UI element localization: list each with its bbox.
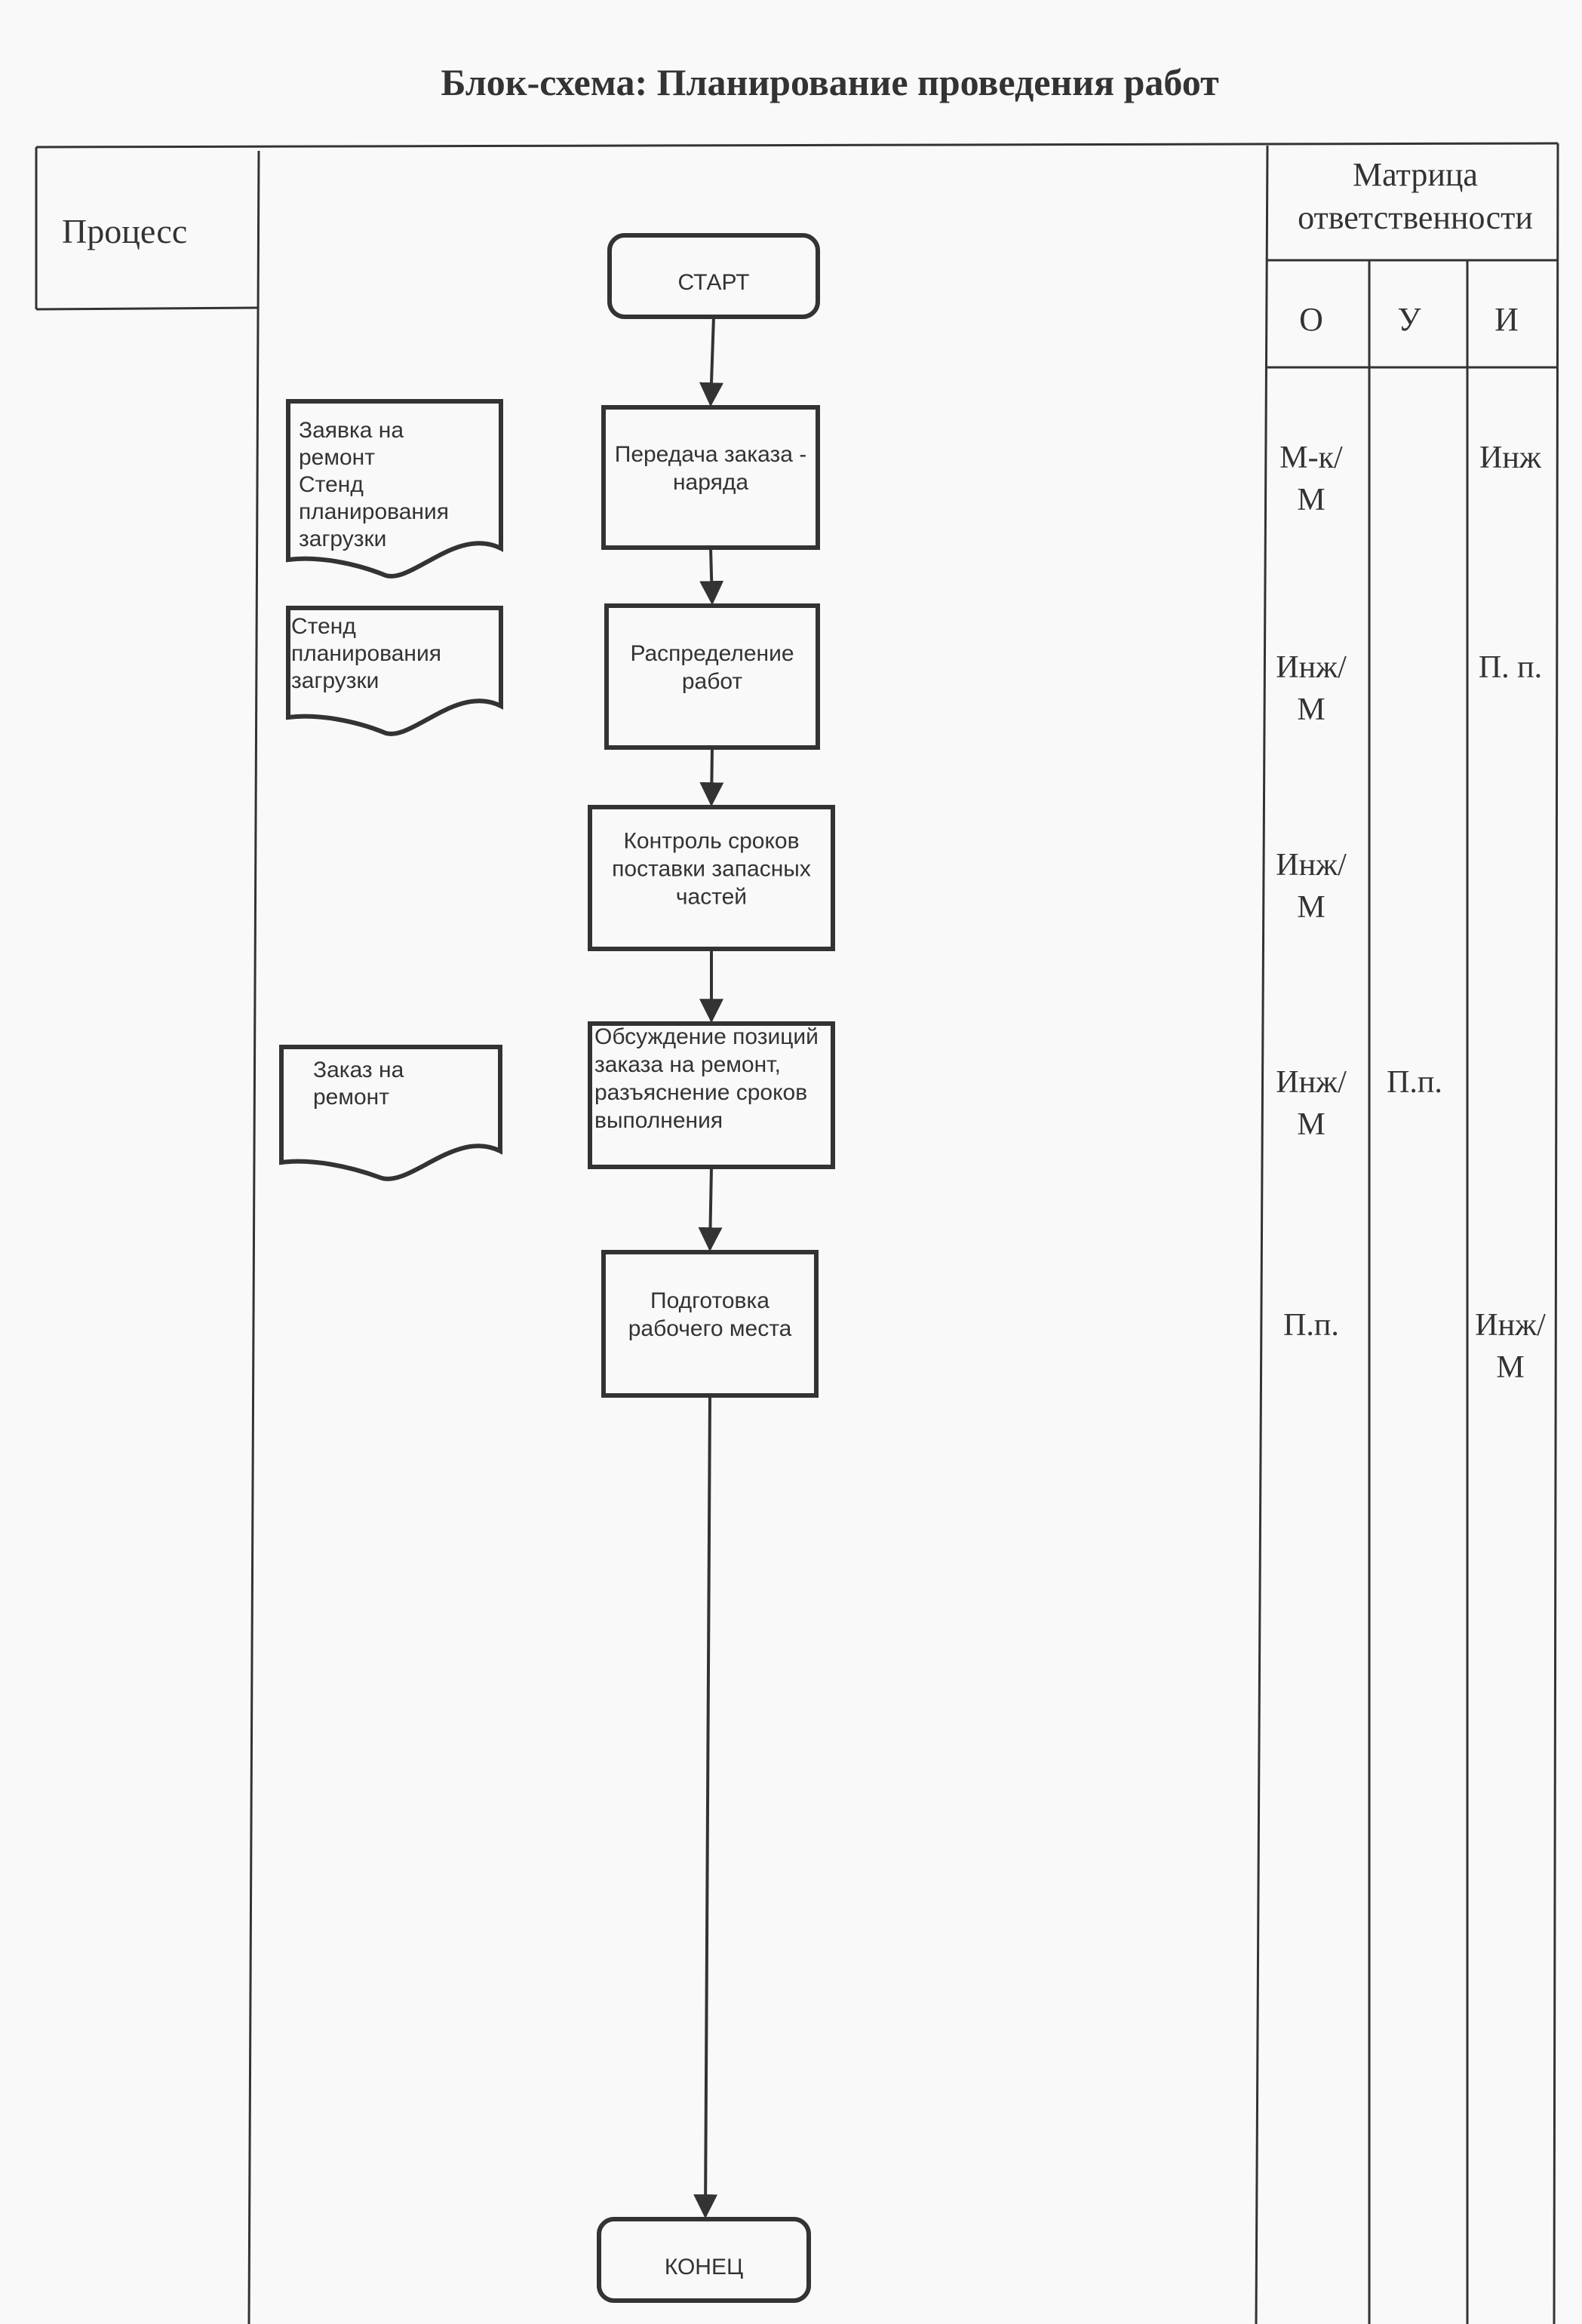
document-label: Заявка на (299, 418, 404, 443)
process-step-label: заказа на ремонт, (594, 1052, 781, 1077)
flow-arrow (705, 1395, 710, 2216)
process-step-label: поставки запасных (612, 856, 811, 882)
matrix-cell-o: П.п. (1283, 1308, 1339, 1343)
matrix-header-line1: Матрица (1353, 156, 1478, 193)
flow-arrow (710, 1167, 711, 1249)
process-step-label: разъяснение сроков (594, 1080, 808, 1105)
process-step-label: Контроль сроков (623, 828, 800, 854)
process-step-label: Распределение (630, 641, 794, 666)
process-step-label: частей (675, 884, 748, 910)
process-step-label: рабочего места (628, 1316, 792, 1341)
document-label: планирования (299, 499, 449, 524)
document-label: Стенд (299, 472, 364, 497)
matrix-cell-i: Инж/ (1475, 1308, 1546, 1343)
matrix-cell-o: М (1297, 483, 1326, 517)
flow-arrow (711, 317, 714, 404)
matrix-cell-o: Инж/ (1276, 650, 1347, 685)
start-label: СТАРТ (677, 270, 750, 295)
document-label: загрузки (299, 527, 387, 551)
matrix-cell-i: М (1496, 1350, 1525, 1385)
process-step-label: Передача заказа - (614, 442, 807, 467)
flow-arrow (711, 548, 712, 603)
matrix-cell-o: М (1297, 1107, 1326, 1142)
document-label: ремонт (313, 1085, 389, 1110)
matrix-cell-o: Инж/ (1276, 848, 1347, 883)
process-step-label: Подготовка (650, 1288, 769, 1313)
process-step-label: наряда (672, 470, 749, 495)
document-label: загрузки (291, 668, 379, 693)
process-header: Процесс (62, 212, 188, 250)
matrix-cell-o: М (1297, 692, 1326, 727)
matrix-cell-o: М-к/ (1279, 441, 1343, 475)
matrix-header-line2: ответственности (1298, 199, 1533, 236)
process-step-label: Обсуждение позиций (594, 1024, 819, 1049)
matrix-cell-o: М (1297, 890, 1326, 925)
document-label: Заказ на (313, 1058, 404, 1082)
matrix-cell-i: Инж (1479, 441, 1541, 475)
matrix-cell-o: Инж/ (1276, 1065, 1347, 1100)
process-step-label: выполнения (594, 1108, 723, 1133)
matrix-column-u: У (1397, 301, 1421, 338)
document-label: Стенд (291, 614, 356, 639)
matrix-column-i: И (1494, 301, 1519, 338)
document-label: ремонт (299, 445, 375, 470)
flow-arrow (711, 748, 712, 804)
end-label: КОНЕЦ (664, 2255, 744, 2279)
matrix-cell-u: П.п. (1387, 1065, 1442, 1100)
document-label: планирования (291, 641, 441, 666)
matrix-cell-i: П. п. (1478, 650, 1543, 685)
matrix-column-o: О (1299, 301, 1323, 338)
process-step-label: работ (681, 669, 743, 694)
diagram-title: Блок-схема: Планирование проведения работ (441, 61, 1219, 103)
